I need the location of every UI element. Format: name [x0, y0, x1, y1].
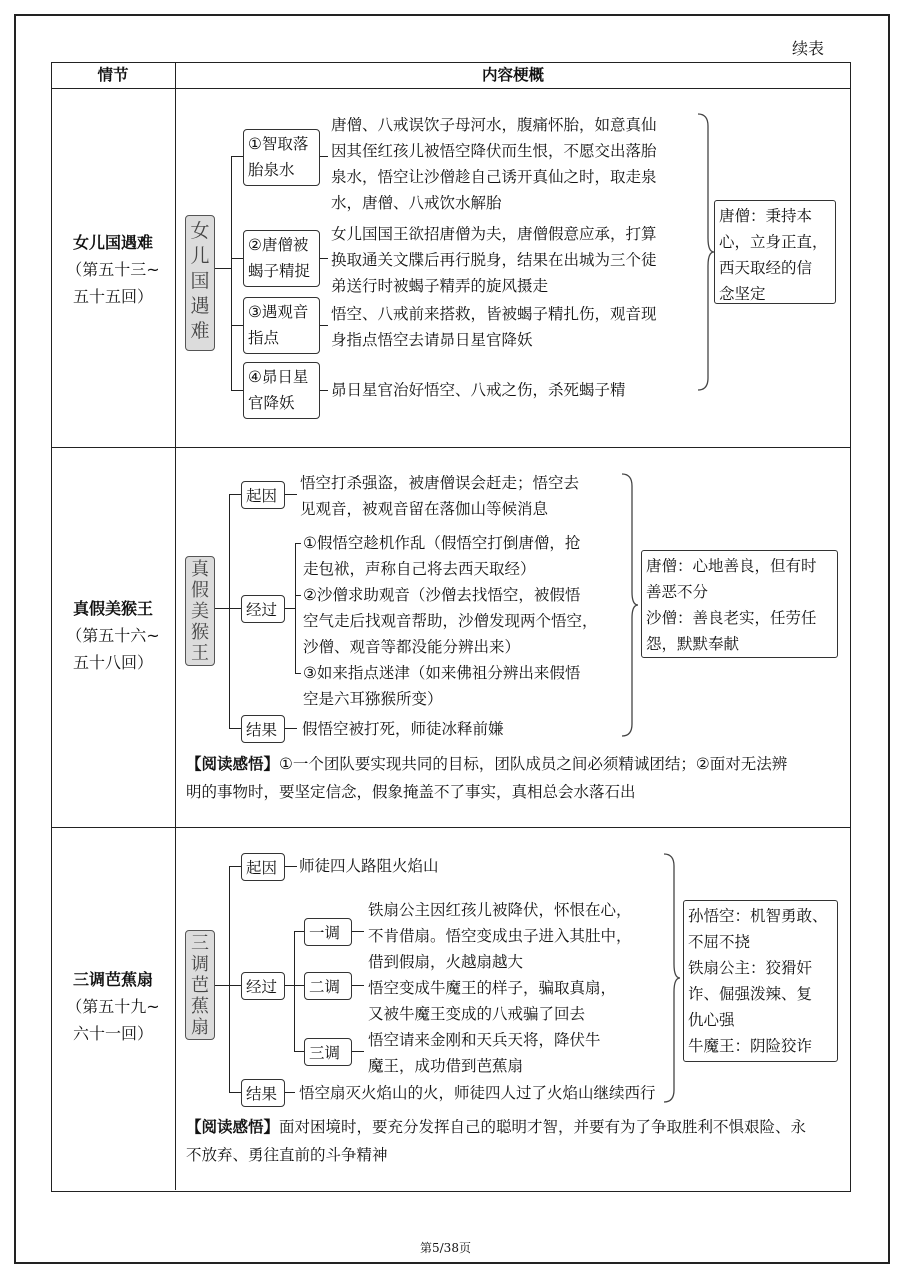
stage-text: ①假悟空趁机作乱（假悟空打倒唐僧，抢: [303, 534, 581, 552]
branch-text: 身指点悟空去请昴日星官降妖: [331, 331, 533, 349]
character-note: 孙悟空：机智勇敢、 不屈不挠 铁扇公主：狡猾奸 诈、倔强泼辣、复 仇心强 牛魔王：阴险狡诈: [683, 900, 838, 1062]
branch-text: 水，唐僧、八戒饮水解胎: [331, 194, 502, 212]
character-note: 唐僧：心地善良，但有时 善恶不分 沙僧：善良老实，任劳任 怨，默默奉献: [641, 550, 838, 658]
header-plot: 情节: [97, 66, 129, 84]
reading-insight: 不放弃、勇往直前的斗争精神: [186, 1146, 388, 1164]
branch-text: 昴日星官治好悟空、八戒之伤，杀死蝎子精: [331, 381, 626, 399]
row-divider: [51, 447, 851, 448]
reading-insight: 【阅读感悟】面对困境时，要充分发挥自己的聪明才智，并要有为了争取胜利不惧艰险、永: [186, 1118, 807, 1136]
character-note: 唐僧：秉持本 心，立身正直， 西天取经的信 念坚定: [714, 200, 836, 304]
sub-stage-text: 不肯借扇。悟空变成虫子进入其肚中，: [368, 927, 632, 945]
reading-insight: 【阅读感悟】①一个团队要实现共同的目标，团队成员之间必须精诚团结；②面对无法辨: [186, 755, 788, 773]
stage-label: 起因: [241, 481, 285, 509]
brace: [662, 852, 682, 1104]
stage-text: 悟空打杀强盗，被唐僧误会赶走；悟空去: [300, 474, 580, 492]
stage-text: 假悟空被打死，师徒冰释前嫌: [302, 720, 504, 738]
stage-label: 经过: [241, 595, 285, 623]
stage-label: 结果: [241, 1079, 285, 1107]
stage-text: ②沙僧求助观音（沙僧去找悟空，被假悟: [303, 586, 581, 604]
sub-stage-label: 三调: [304, 1038, 352, 1066]
section-chapters: （第五十九~: [66, 997, 160, 1016]
section-chapters: 六十一回）: [72, 1024, 153, 1043]
header-divider: [51, 88, 851, 89]
section-chapters: （第五十六~: [66, 626, 160, 645]
sub-stage-text: 又被牛魔王变成的八戒骗了回去: [368, 1005, 586, 1023]
section-chapters: （第五十三~: [66, 260, 160, 279]
sub-stage-label: 一调: [304, 918, 352, 946]
stage-label: 经过: [241, 972, 285, 1000]
branch-text: 泉水，悟空让沙僧趁自己诱开真仙之时，取走泉: [331, 168, 657, 186]
root-node: 三 调 芭 蕉 扇: [185, 930, 215, 1040]
branch-label: ④昴日星 官降妖: [243, 362, 320, 419]
sub-stage-text: 悟空请来金刚和天兵天将，降伏牛: [368, 1031, 601, 1049]
column-divider: [175, 62, 176, 1190]
section-chapters: 五十八回）: [72, 653, 153, 672]
stage-text: 空是六耳猕猴所变）: [303, 690, 443, 708]
root-node: 女 儿 国 遇 难: [185, 215, 215, 351]
sub-stage-label: 二调: [304, 972, 352, 1000]
branch-label: ③遇观音 指点: [243, 297, 320, 354]
branch-text: 唐僧、八戒误饮子母河水，腹痛怀胎，如意真仙: [331, 116, 657, 134]
stage-text: 沙僧、观音等都没能分辨出来）: [303, 638, 521, 656]
header-summary: 内容梗概: [481, 66, 544, 84]
continued-label: 续表: [792, 39, 825, 58]
branch-label: ②唐僧被 蝎子精捉: [243, 230, 320, 287]
stage-label: 结果: [241, 715, 285, 743]
stage-text: 师徒四人路阻火焰山: [299, 857, 439, 875]
branch-text: 弟送行时被蝎子精弄的旋风摄走: [331, 277, 549, 295]
branch-label: ①智取落 胎泉水: [243, 129, 320, 186]
sub-stage-text: 魔王，成功借到芭蕉扇: [368, 1057, 524, 1075]
stage-text: 走包袱，声称自己将去西天取经）: [303, 560, 536, 578]
sub-stage-text: 悟空变成牛魔王的样子，骗取真扇，: [368, 979, 617, 997]
section-title: 三调芭蕉扇: [72, 970, 153, 989]
root-node: 真 假 美 猴 王: [185, 556, 215, 666]
stage-text: 见观音，被观音留在落伽山等候消息: [300, 500, 549, 518]
sub-stage-text: 借到假扇，火越扇越大: [368, 953, 524, 971]
stage-text: 悟空扇灭火焰山的火，师徒四人过了火焰山继续西行: [299, 1084, 656, 1102]
row-divider: [51, 827, 851, 828]
stage-text: ③如来指点迷津（如来佛祖分辨出来假悟: [303, 664, 581, 682]
stage-label: 起因: [241, 853, 285, 881]
branch-text: 悟空、八戒前来搭救，皆被蝎子精扎伤，观音现: [331, 305, 657, 323]
stage-text: 空气走后找观音帮助，沙僧发现两个悟空，: [303, 612, 598, 630]
brace: [696, 112, 716, 392]
page-number: 第5/38页: [420, 1241, 471, 1255]
brace: [620, 472, 640, 738]
reading-insight: 明的事物时，要坚定信念，假象掩盖不了事实，真相总会水落石出: [186, 783, 636, 801]
branch-text: 换取通关文牒后再行脱身，结果在出城为三个徒: [331, 251, 657, 269]
section-title: 真假美猴王: [72, 599, 153, 618]
section-chapters: 五十五回）: [72, 287, 153, 306]
branch-text: 女儿国国王欲招唐僧为夫，唐僧假意应承，打算: [331, 225, 657, 243]
sub-stage-text: 铁扇公主因红孩儿被降伏，怀恨在心，: [368, 901, 632, 919]
branch-text: 因其侄红孩儿被悟空降伏而生恨，不愿交出落胎: [331, 142, 657, 160]
section-title: 女儿国遇难: [72, 233, 153, 252]
